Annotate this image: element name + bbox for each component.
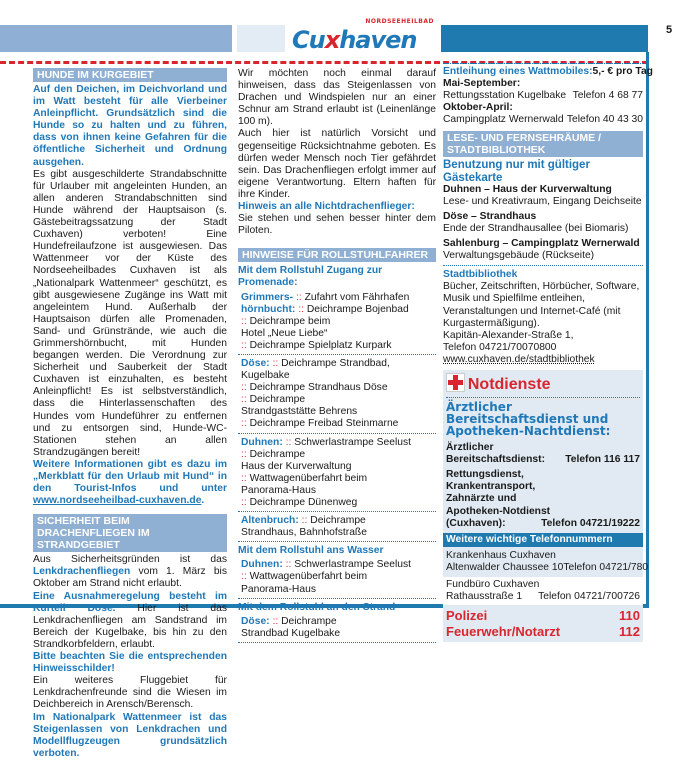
access-line [238,473,436,485]
text: Aus Sicherheitsgründen ist das [33,554,227,566]
district-label: Grimmers- [241,291,294,303]
phone: 112 [619,624,640,640]
kite-paragraph: Ein weiteres Fluggebiet für Lenkdrachenfreunde sind die Wiesen im Deichbereich in Arensch/Berensch. [33,675,227,711]
label: Rettungsdienst, [446,469,524,481]
access-point: Schwerlastrampe Seelust [294,559,411,571]
text: Eine Ausnahmeregelung besteht im Kurteil Döse. [33,590,227,614]
access-line [238,304,436,316]
info-text: Weitere Informationen gibt es dazu im „Merkblatt für den Urlaub mit Hund“ in den Tourist-Infos und unter [33,458,227,495]
right-border [646,52,649,607]
season: Oktober-April: [443,102,513,114]
access-point: Deichrampe [281,615,337,627]
location: Rettungsstation Kugelbake [443,90,567,102]
access-line [238,449,436,461]
library-title: Stadtbibliothek [443,269,518,281]
rental-location [443,114,643,126]
access-group [238,358,436,434]
doctor-row [446,454,640,466]
column-info-emergency [443,63,653,642]
access-line [238,527,436,539]
emergency-box [443,370,649,642]
access-point: Wattwagenüberfahrt beim [249,472,368,484]
list-marker: :: [272,357,279,369]
access-point: Wattwagenüberfahrt beim [249,571,368,583]
red-cross-icon [446,373,465,392]
label: (Cuxhaven): [446,517,506,529]
access-line [238,485,436,497]
list-marker: :: [295,291,302,303]
district-label: Döse: [241,357,270,369]
wheelchair-access-list [238,265,436,643]
access-line [238,559,436,571]
text: vom 1. März bis Oktober am Strand nicht erlaubt. [33,566,227,590]
library-text: Bücher, Zeitschriften, Hörbücher, Software, Musik und Spielfilme entleihen, Veranstaltungen und Internet-Café (mit Kurgastermäßigung). [443,281,640,329]
library-phone: Telefon 04721/70070800 [443,341,557,353]
phone: 110 [619,608,640,624]
non-flyer-note-title: Hinweis an alle Nichtdrachenflieger: [238,201,415,213]
rescue-block [446,469,640,529]
wheelchair-subheading: Mit dem Rollstuhl ans Wasser [238,545,384,557]
access-group [238,616,436,643]
wheelchair-subheading: Mit dem Rollstuhl an den Strand [238,601,396,613]
access-line [238,382,436,394]
list-marker: :: [241,472,247,484]
access-line [238,628,436,640]
access-point: Strandbad Kugelbake [241,627,341,639]
access-line [238,461,436,473]
hospital-name: Krankenhaus Cuxhaven [446,549,556,561]
logo-x: x [324,26,340,54]
room-title: Duhnen – Haus der Kurverwaltung [443,183,612,195]
list-marker: :: [285,436,292,448]
library-address: Kapitän-Alexander-Straße 1, [443,329,574,341]
header-bar-right [441,25,648,52]
access-line [238,370,436,382]
logo-tagline: NORDSEEHEILBAD [365,18,434,25]
district-label: Döse: [241,615,270,627]
rescue-row [446,518,640,530]
address: Altenwalder Chaussee 10 [446,561,564,573]
access-point: Deichrampe [249,448,306,460]
section-heading-library: LESE- UND FERNSEHRÄUME / STADTBIBLIOTHEK [443,131,643,157]
list-marker: :: [241,571,247,583]
access-point: Zufahrt vom Fährhafen [304,291,410,303]
access-point: Deichrampe Spielplatz Kurpark [249,339,392,351]
label: Apotheken-Notdienst [446,505,551,517]
list-marker: :: [241,448,247,460]
column-dogs-kites [33,68,227,760]
room-title: Sahlenburg – Campingplatz Wernerwald [443,238,640,250]
room-title: Döse – Strandhaus [443,210,537,222]
access-point: Hotel „Neue Liebe“ [241,327,328,339]
access-point: Panorama-Haus [241,484,316,496]
phone: Telefon 04721/780 [563,561,649,573]
district-label: Altenbruch: [241,515,299,527]
section-heading-dogs: HUNDE IM KURGEBIET [33,68,227,82]
label: Polizei [446,608,488,624]
label: Zahnärzte und [446,493,517,505]
guest-card-notice: Benutzung nur mit gültiger Gästekarte [443,159,590,184]
reading-room [443,238,643,265]
kite-paragraph: Im Nationalpark Wattenmeer ist das Steigenlassen von Lenkdrachen und Modellflugzeugen grundsätzlich verboten. [33,711,227,759]
lost-found-entry [443,577,643,605]
season: Mai-September: [443,78,521,90]
phone: Telefon 40 43 30 [566,114,643,126]
phone: Telefon 4 68 77 [572,90,643,102]
price: 5,- € pro Tag [592,66,653,77]
hospital-row [446,561,649,574]
access-point: Schwerlastrampe Seelust [294,436,411,448]
dogs-more-info [33,459,227,507]
dotted-divider [443,63,643,64]
access-point: Panorama-Haus [241,583,316,595]
list-marker: :: [241,497,247,508]
logo-text: haven [339,26,417,54]
access-point: Strandhaus, Bahnhofstraße [241,527,367,539]
access-line [238,316,436,328]
cuxhaven-logo [290,17,438,54]
dogs-body-text: Es gibt ausgeschilderte Strandabschnitte für Urlauber mit angeleinten Hunden, an allen anderen Strandabschnitten sind Hunde während der Hauptsaison (s. Gästebeitragssatzung der Stadt Cuxhaven) verboten! Eine Hundefreilaufzone ist ausgewiesen. Das Wattenmeer vor der Küste des Nordseeheilbades Cuxhaven ist als „Nationalpark Wattenmeer“ geschützt, es gibt ausgewiesene Zugänge ins Watt mit angeleintem Hund. Außerhalb der Hauptsaison dürfen alle Promenaden, Sand- und Grünstrände, wie auch die Grimmershörnbucht, mit Hunden begangen werden. Die Verordnung zur Sicherheit und Sauberkeit der Stadt Cuxhaven ist einzuhalten, es besteht Anleinpflicht! Es ist selbstverständlich, dass die Hinterlassenschaften des Hundes vom Hundeführer zu entfernen und zu entsorgen sind, Hunde-WC-Stationen stehen an allen Strandzugängen bereit! [33,168,227,458]
text: Lenkdrachenfliegen [33,566,131,578]
hospital-entry [446,549,649,574]
wheelchair-subheading: Mit dem Rollstuhl Zugang zur Promenade: [238,265,383,289]
access-line [238,406,436,418]
access-point: Deichrampe Strandbad, [281,357,390,369]
access-line [238,292,436,304]
label: Entleihung eines Wattmobiles: [443,66,593,77]
library-block [443,265,643,366]
kite-paragraph [33,554,227,590]
library-link[interactable]: www.cuxhaven.de/stadtbibliothek [443,353,595,365]
address: Rathausstraße 1 [446,591,523,603]
access-line [238,394,436,406]
emergency-subtitle: Ärztlicher Bereitschaftsdienst und Apotheken-Nachtdienst: [446,397,640,437]
label: Krankentransport, [446,481,536,493]
access-line [238,358,436,370]
phone: Telefon 116 117 [565,454,640,466]
header-bar-middle [237,25,285,52]
access-point: Strandgaststätte Behrens [241,406,358,418]
kite-caution-paragraph: Auch hier ist natürlich Vorsicht und gegenseitige Rücksichtnahme geboten. Es dürfen weder Mensch noch Tier gefährdet sein. Das Drachenfliegen erfolgt immer auf eigene Verantwortung. Eltern haften für ihre Kinder. [238,128,436,200]
wattmobile-row [443,66,653,78]
access-group [238,515,436,542]
info-text: . [201,495,205,507]
list-marker: :: [241,315,247,327]
access-line [238,418,436,430]
district-label: Duhnen: [241,436,283,448]
list-marker: :: [298,303,304,315]
access-line [238,437,436,449]
access-group [238,559,436,598]
list-marker: :: [301,515,308,527]
rental-location [443,90,643,102]
list-marker: :: [241,382,247,394]
access-line [238,571,436,583]
label: Ärztlicher [446,442,494,454]
access-point: Haus der Kurverwaltung [241,460,352,472]
access-point: Deichrampe [310,515,366,527]
section-heading-wheelchair: HINWEISE FÜR ROLLSTUHLFAHRER [238,248,436,262]
list-marker: :: [241,339,247,351]
list-marker: :: [285,559,292,571]
website-link[interactable]: www.nordseeheilbad-cuxhaven.de [33,495,202,507]
access-point: Deichrampe [249,394,306,406]
room-detail: Ende der Strandhausallee (bei Biomaris) [443,222,629,234]
reading-room [443,211,643,235]
access-line [238,515,436,527]
access-line [238,340,436,352]
label: Bereitschaftsdienst: [446,454,545,466]
room-detail: Verwaltungsgebäude (Rückseite) [443,250,595,262]
access-point: Deichrampe Bojenbad [306,303,409,315]
police-row [446,608,640,624]
non-flyer-note: Sie stehen und sehen besser hinter dem Piloten. [238,213,436,237]
access-point: Deichrampe beim [249,315,331,327]
kite-line-paragraph: Wir möchten noch einmal darauf hinweisen, dass das Steigenlassen von Drachen und Windspielen nur an einer Schnur am Strand erlaubt ist (Leinenlänge 100 m). [238,68,436,128]
kite-paragraph: Bitte beachten Sie die entsprechenden Hinweisschilder! [33,651,227,675]
access-point: Deichrampe Dünenweg [249,497,358,508]
access-line [238,328,436,340]
phone: Telefon 04721/700726 [538,591,640,603]
district-label: Duhnen: [241,559,283,571]
emergency-title: Notdienste [467,375,551,393]
column-kites-wheelchair [238,68,436,646]
lost-found-name: Fundbüro Cuxhaven [446,579,540,590]
lost-found-row [446,591,640,603]
location: Campingplatz Wernerwald [443,114,564,126]
reading-room [443,184,643,208]
access-point: Kugelbake [241,370,290,382]
access-line [238,584,436,596]
logo-text: Cu [292,26,325,54]
room-detail: Lese- und Kreativraum, Eingang Deichseite [443,195,642,207]
dogs-leash-rule: Auf den Deichen, im Deichvorland und im Watt besteht für alle Vierbeiner Anleinpflicht. Grundsätzlich sind die Hunde so zu halten und zu führen, dass von ihnen keine Gefahren für die öffentliche Sicherheit und Ordnung ausgehen. [33,84,227,168]
more-numbers-heading: Weitere wichtige Telefonnummern [443,533,643,547]
list-marker: :: [272,615,279,627]
page-number: 5 [666,24,673,36]
access-line [238,616,436,628]
label: Feuerwehr/Notarzt [446,624,561,640]
text: Hier ist das Lenkdrachenfliegen am Sandstrand im Bereich der Kugelbake, bis hin zu den Strandkorbfeldern, erlaubt. [33,602,227,650]
access-point: Deichrampe Freibad Steinmarne [249,418,399,430]
section-heading-kites: SICHERHEIT BEIM DRACHENFLIEGEN IM STRANDGEBIET [33,514,227,552]
list-marker: :: [241,418,247,430]
access-line [238,497,436,509]
access-group [238,292,436,355]
access-point: Deichrampe Strandhaus Döse [249,382,388,394]
phone: Telefon 04721/19222 [541,517,640,529]
fire-row [446,624,640,640]
district-label: hörnbucht: [241,303,296,315]
list-marker: :: [241,394,247,406]
header-bar-left [0,25,232,52]
access-group [238,437,436,513]
